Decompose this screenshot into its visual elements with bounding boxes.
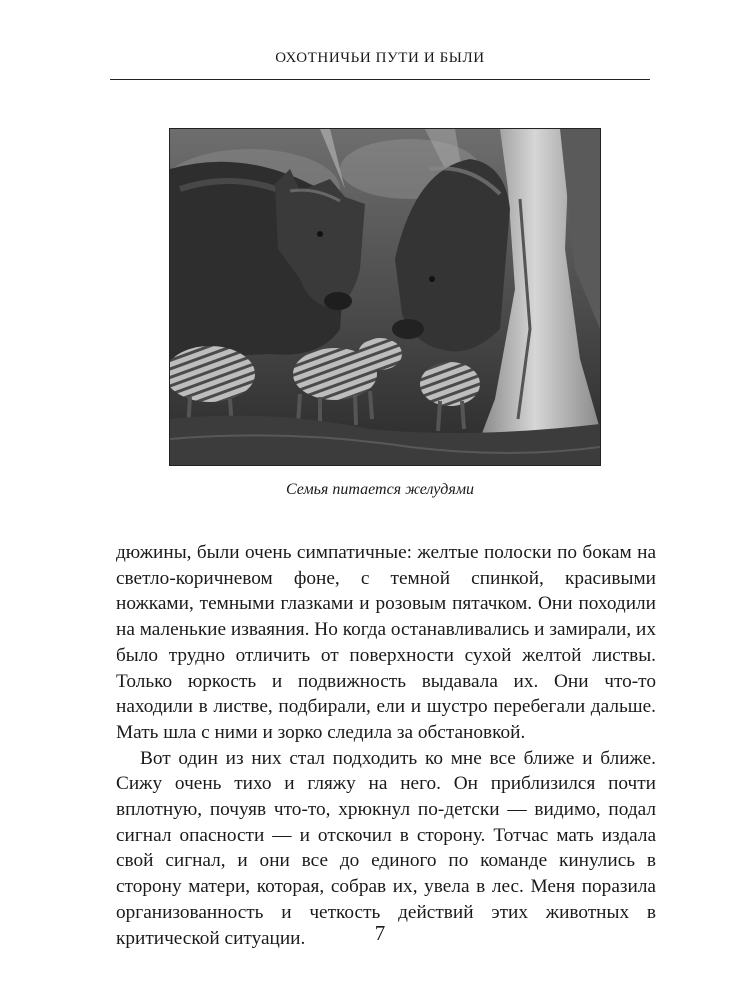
boar-family-photo bbox=[169, 128, 601, 466]
header-rule bbox=[110, 79, 650, 80]
page-number: 7 bbox=[374, 921, 386, 945]
paragraph: Вот один из них стал подходить ко мне все ближе и ближе. Сижу очень тихо и гляжу на него. Он приблизился почти вплотную, почуяв что-то, хрюкнул по-детски — видимо, подал сигнал опасности — и отскочил в сторону. Тотчас мать издала свой сигнал, и они все до единого по команде кинулись в сторону матери, которая, собрав их, увела в лес. Меня поразила организованность и четкость действий этих животных в критической ситуации. bbox=[116, 747, 656, 949]
photo-caption: Семья питается желудями bbox=[285, 481, 475, 498]
body-text bbox=[116, 540, 656, 951]
running-head-title: ОХОТНИЧЬИ ПУТИ И БЫЛИ bbox=[275, 50, 485, 66]
paragraph: дюжины, были очень симпатичные: желтые полоски по бокам на светло-коричневом фоне, с темной спинкой, красивыми ножками, темными глазками и розовым пятачком. Они походили на маленькие изваяния. Но когда останавливались и замирали, их было трудно отличить от поверхности сухой желтой листвы. Только юркость и подвижность выдавала их. Они что-то находили в листве, подбирали, ели и шустро перебегали дальше. Мать шла с ними и зорко следила за обстановкой. bbox=[116, 542, 656, 743]
